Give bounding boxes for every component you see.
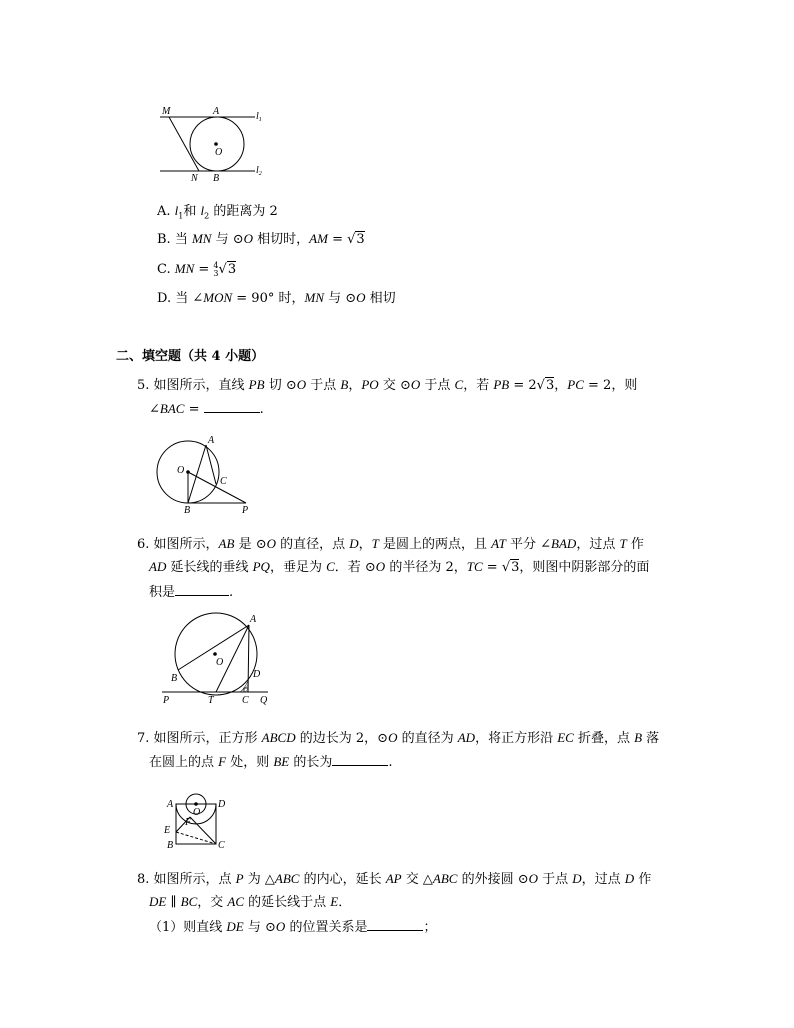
q6-label-B: B xyxy=(171,673,178,684)
q4-label-l2: $l_2$ xyxy=(256,165,262,177)
q7-label-A: A xyxy=(167,799,174,810)
q7-line2: 在圆上的点 F 处，则 BE 的长为 . xyxy=(149,754,393,770)
q6-figure xyxy=(158,609,278,707)
q6-label-D: D xyxy=(253,669,261,680)
q5-label-C: C xyxy=(220,476,227,487)
q7-line1: 7. 如图所示，正方形 ABCD 的边长为 2，⊙O 的直径为 AD，将正方形沿 EC 折叠，点 B 落 xyxy=(137,730,660,746)
q5-label-O: O xyxy=(177,465,185,476)
q4-label-A: A xyxy=(213,106,220,117)
q5-line1: 5. 如图所示，直线 PB 切 ⊙O 于点 B，PO 交 ⊙O 于点 C，若 PB = 2√3，PC = 2，则 xyxy=(137,377,638,393)
q6-label-P: P xyxy=(163,695,170,706)
q4-label-B: B xyxy=(213,173,220,184)
q4-label-O: O xyxy=(215,147,223,158)
q6-line1: 6. 如图所示，AB 是 ⊙O 的直径，点 D，T 是圆上的两点，且 AT 平分 ∠BAD，过点 T 作 xyxy=(137,536,644,552)
q7-figure xyxy=(160,790,238,852)
q7-label-D: D xyxy=(218,799,226,810)
q8-sub1: （1）则直线 DE 与 ⊙O 的位置关系是 ； xyxy=(149,919,437,935)
q6-label-O: O xyxy=(216,657,224,668)
q4-label-l1: $l_1$ xyxy=(256,111,262,123)
q4-option-d: D. 当 ∠MON = 90° 时，MN 与 ⊙O 相切 xyxy=(157,290,396,306)
q5-label-B: B xyxy=(184,505,191,514)
q8-answer-blank[interactable] xyxy=(367,918,423,931)
q6-label-T: T xyxy=(208,695,214,706)
q4-option-a: A. $l_1$和 $l_2$ 的距离为 2 xyxy=(157,203,278,221)
q7-label-F: F xyxy=(185,817,192,828)
q7-answer-blank[interactable] xyxy=(332,753,388,766)
q4-label-M: M xyxy=(162,106,171,117)
q4-option-b: B. 当 MN 与 ⊙O 相切时，AM = √3 xyxy=(157,231,365,247)
q5-answer-blank[interactable] xyxy=(204,400,260,413)
q4-option-c: C. MN = 4 3√3 xyxy=(157,260,237,278)
q8-line2: DE ∥ BC，交 AC 的延长线于点 E． xyxy=(149,894,352,910)
q6-line2: AD 延长线的垂线 PQ，垂足为 C．若 ⊙O 的半径为 2，TC = √3，则图中阴影部分的面 xyxy=(149,559,650,575)
q4-figure xyxy=(155,104,275,188)
q7-label-O: O xyxy=(193,807,201,818)
q6-line3: 积是 . xyxy=(149,585,234,600)
q8-line1: 8. 如图所示，点 P 为 △ABC 的内心，延长 AP 交 △ABC 的外接圆 ⊙O 于点 D，过点 D 作 xyxy=(137,871,652,887)
q6-label-C: C xyxy=(242,695,249,706)
q7-label-C: C xyxy=(218,840,225,851)
q6-label-A: A xyxy=(250,614,257,625)
q7-label-E: E xyxy=(164,825,171,836)
q6-answer-blank[interactable] xyxy=(175,583,229,596)
q5-label-A: A xyxy=(208,435,215,446)
q6-label-Q: Q xyxy=(260,695,268,706)
q5-line2: ∠BAC = . xyxy=(149,401,264,417)
q7-label-B: B xyxy=(167,840,174,851)
q4-label-N: N xyxy=(191,173,198,184)
q5-figure xyxy=(150,432,260,514)
section-title: 二、填空题（共 4 小题） xyxy=(116,349,265,364)
q5-label-P: P xyxy=(242,505,249,514)
